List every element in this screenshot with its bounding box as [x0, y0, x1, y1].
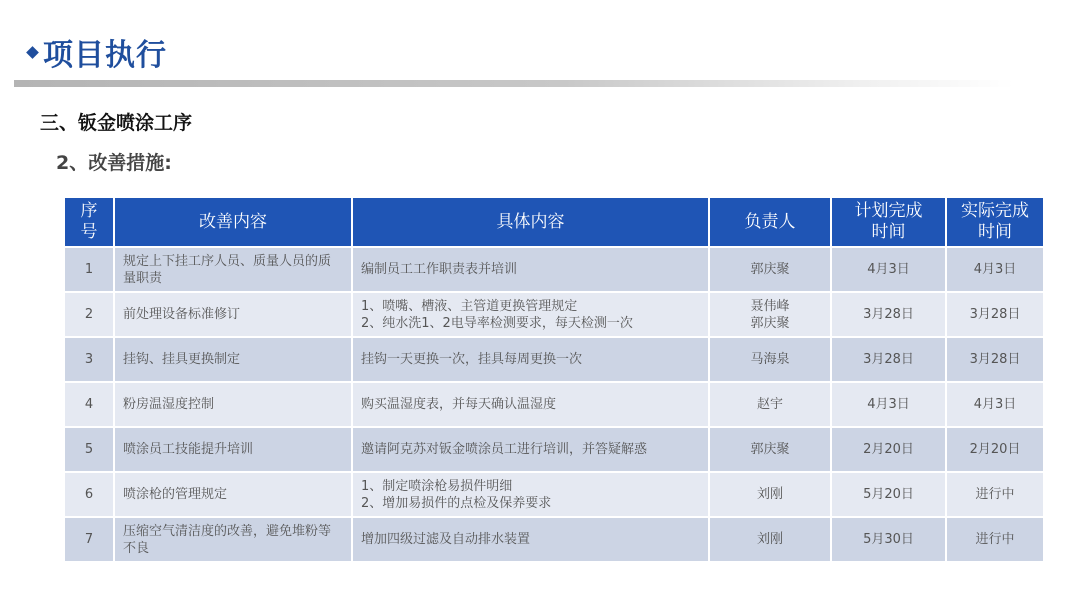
cell-seq: 7 [64, 517, 114, 562]
table-row [64, 292, 1044, 337]
cell-detail: 购买温湿度表，并每天确认温湿度 [352, 382, 709, 427]
cell-seq: 3 [64, 337, 114, 382]
cell-seq: 4 [64, 382, 114, 427]
cell-planned: 4月3日 [831, 382, 946, 427]
column-header-seq: 序 号 [64, 197, 114, 247]
page-title-text: 项目执行 [43, 38, 167, 73]
table-header-row [64, 197, 1044, 247]
column-header-actual: 实际完成 时间 [946, 197, 1044, 247]
cell-detail: 编制员工工作职责表并培训 [352, 247, 709, 292]
cell-owner: 聂伟峰 郭庆聚 [709, 292, 831, 337]
table-row [64, 517, 1044, 562]
table-row [64, 337, 1044, 382]
cell-content: 喷涂员工技能提升培训 [114, 427, 352, 472]
cell-owner: 刘刚 [709, 517, 831, 562]
cell-seq: 1 [64, 247, 114, 292]
cell-owner: 郭庆聚 [709, 247, 831, 292]
cell-detail: 1、喷嘴、槽液、主管道更换管理规定 2、纯水洗1、2电导率检测要求，每天检测一次 [352, 292, 709, 337]
cell-planned: 5月30日 [831, 517, 946, 562]
column-header-detail: 具体内容 [352, 197, 709, 247]
page-title [28, 30, 167, 74]
cell-owner: 郭庆聚 [709, 427, 831, 472]
cell-actual: 4月3日 [946, 382, 1044, 427]
table-row [64, 382, 1044, 427]
cell-detail: 1、制定喷涂枪易损件明细 2、增加易损件的点检及保养要求 [352, 472, 709, 517]
cell-planned: 2月20日 [831, 427, 946, 472]
cell-owner: 马海泉 [709, 337, 831, 382]
cell-seq: 2 [64, 292, 114, 337]
cell-actual: 2月20日 [946, 427, 1044, 472]
cell-content: 粉房温湿度控制 [114, 382, 352, 427]
cell-content: 压缩空气清洁度的改善，避免堆粉等不良 [114, 517, 352, 562]
cell-actual: 进行中 [946, 472, 1044, 517]
cell-planned: 5月20日 [831, 472, 946, 517]
improvement-measures-table [63, 196, 1045, 563]
cell-seq: 5 [64, 427, 114, 472]
diamond-bullet-icon [26, 46, 39, 59]
cell-detail: 挂钩一天更换一次，挂具每周更换一次 [352, 337, 709, 382]
title-divider [14, 80, 1014, 87]
table-row [64, 427, 1044, 472]
cell-actual: 进行中 [946, 517, 1044, 562]
table-row [64, 247, 1044, 292]
subsection-heading: 2、改善措施: [56, 152, 172, 174]
cell-detail: 增加四级过滤及自动排水装置 [352, 517, 709, 562]
cell-planned: 3月28日 [831, 292, 946, 337]
table-row [64, 472, 1044, 517]
column-header-owner: 负责人 [709, 197, 831, 247]
column-header-content: 改善内容 [114, 197, 352, 247]
cell-content: 喷涂枪的管理规定 [114, 472, 352, 517]
cell-owner: 赵宇 [709, 382, 831, 427]
cell-content: 挂钩、挂具更换制定 [114, 337, 352, 382]
section-heading: 三、钣金喷涂工序 [40, 112, 193, 134]
cell-seq: 6 [64, 472, 114, 517]
cell-actual: 4月3日 [946, 247, 1044, 292]
cell-content: 前处理设备标准修订 [114, 292, 352, 337]
cell-actual: 3月28日 [946, 337, 1044, 382]
cell-owner: 刘刚 [709, 472, 831, 517]
cell-planned: 4月3日 [831, 247, 946, 292]
cell-actual: 3月28日 [946, 292, 1044, 337]
cell-planned: 3月28日 [831, 337, 946, 382]
cell-content: 规定上下挂工序人员、质量人员的质量职责 [114, 247, 352, 292]
cell-detail: 邀请阿克苏对钣金喷涂员工进行培训，并答疑解惑 [352, 427, 709, 472]
column-header-planned: 计划完成 时间 [831, 197, 946, 247]
